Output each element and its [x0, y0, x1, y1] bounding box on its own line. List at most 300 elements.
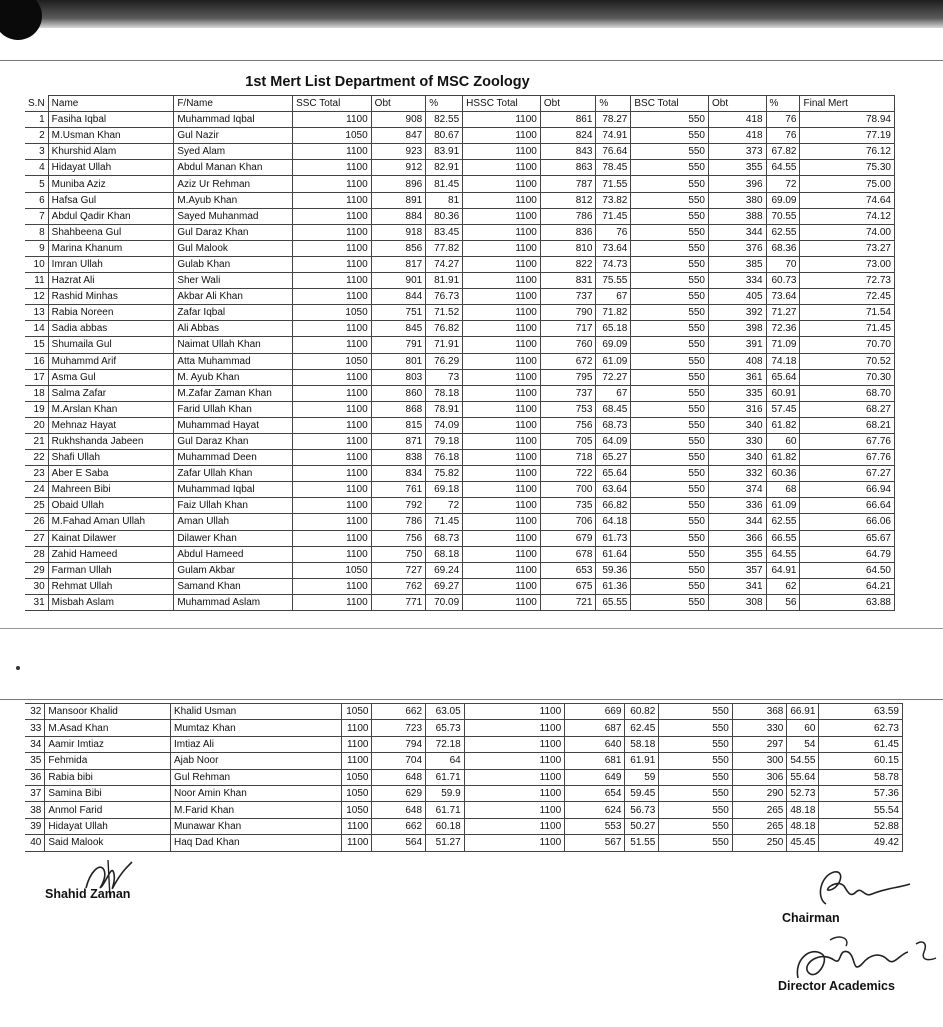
father-name-cell: Muhammad Hayat	[174, 417, 293, 433]
ssc-obt-cell: 751	[371, 305, 426, 321]
ssc-percent-cell: 60.18	[426, 818, 465, 834]
ssc-percent-cell: 75.82	[426, 466, 463, 482]
bsc-obt-cell: 368	[732, 704, 787, 720]
hssc-obt-cell: 812	[540, 192, 596, 208]
ssc-percent-cell: 77.82	[426, 240, 463, 256]
bsc-percent-cell: 73.64	[766, 289, 800, 305]
bsc-total-cell: 550	[631, 514, 709, 530]
bsc-total-cell: 550	[631, 546, 709, 562]
ssc-percent-cell: 61.71	[426, 769, 465, 785]
hssc-obt-cell: 721	[540, 594, 596, 610]
ssc-total-cell: 1100	[293, 450, 372, 466]
hssc-obt-cell: 861	[540, 112, 596, 128]
hssc-obt-cell: 735	[540, 498, 596, 514]
hssc-total-cell: 1100	[464, 720, 565, 736]
hssc-total-cell: 1100	[464, 835, 565, 851]
final-merit-cell: 72.45	[800, 289, 895, 305]
father-name-cell: Noor Amin Khan	[170, 785, 341, 801]
bsc-obt-cell: 357	[709, 562, 767, 578]
ssc-total-cell: 1100	[293, 578, 372, 594]
sn-cell: 24	[25, 482, 48, 498]
final-merit-cell: 77.19	[800, 128, 895, 144]
table-row	[25, 401, 895, 417]
bsc-total-cell: 550	[659, 753, 733, 769]
name-cell: Shahbeena Gul	[48, 224, 174, 240]
table-row	[25, 514, 895, 530]
final-merit-cell: 74.64	[800, 192, 895, 208]
ssc-total-cell: 1050	[341, 704, 372, 720]
ssc-total-cell: 1050	[341, 802, 372, 818]
bsc-percent-cell: 72.36	[766, 321, 800, 337]
header-cell: %	[766, 96, 800, 112]
table-row	[25, 369, 895, 385]
hssc-total-cell: 1100	[463, 192, 541, 208]
header-cell: Final Mert	[800, 96, 895, 112]
ssc-obt-cell: 847	[371, 128, 426, 144]
final-merit-cell: 75.30	[800, 160, 895, 176]
ssc-total-cell: 1100	[293, 514, 372, 530]
final-merit-cell: 78.94	[800, 112, 895, 128]
name-cell: Hidayat Ullah	[45, 818, 171, 834]
final-merit-cell: 66.06	[800, 514, 895, 530]
table-row	[25, 835, 903, 851]
hssc-obt-cell: 718	[540, 450, 596, 466]
final-merit-cell: 63.88	[800, 594, 895, 610]
sn-cell: 28	[25, 546, 48, 562]
name-cell: Fasiha Iqbal	[48, 112, 174, 128]
ssc-total-cell: 1100	[293, 240, 372, 256]
father-name-cell: Muhammad Aslam	[174, 594, 293, 610]
hssc-obt-cell: 786	[540, 208, 596, 224]
hssc-obt-cell: 640	[565, 736, 625, 752]
ssc-total-cell: 1100	[341, 720, 372, 736]
ssc-percent-cell: 83.45	[426, 224, 463, 240]
hssc-obt-cell: 705	[540, 433, 596, 449]
table-row	[25, 594, 895, 610]
father-name-cell: Abdul Manan Khan	[174, 160, 293, 176]
father-name-cell: Haq Dad Khan	[170, 835, 341, 851]
bsc-percent-cell: 64.55	[766, 160, 800, 176]
hssc-obt-cell: 672	[540, 353, 596, 369]
table-row	[25, 704, 903, 720]
father-name-cell: M.Zafar Zaman Khan	[174, 385, 293, 401]
bsc-obt-cell: 306	[732, 769, 787, 785]
sn-cell: 35	[25, 753, 45, 769]
sn-cell: 33	[25, 720, 45, 736]
father-name-cell: Aziz Ur Rehman	[174, 176, 293, 192]
final-merit-cell: 64.79	[800, 546, 895, 562]
name-cell: Rehmat Ullah	[48, 578, 174, 594]
ssc-percent-cell: 71.91	[426, 337, 463, 353]
hssc-percent-cell: 61.64	[596, 546, 631, 562]
bsc-obt-cell: 398	[709, 321, 767, 337]
ssc-obt-cell: 771	[371, 594, 426, 610]
ssc-obt-cell: 786	[371, 514, 426, 530]
ssc-total-cell: 1100	[293, 176, 372, 192]
father-name-cell: Muhammad Iqbal	[174, 112, 293, 128]
hssc-obt-cell: 717	[540, 321, 596, 337]
ssc-obt-cell: 662	[372, 818, 426, 834]
hssc-total-cell: 1100	[463, 240, 541, 256]
bsc-total-cell: 550	[659, 785, 733, 801]
father-name-cell: Gulam Akbar	[174, 562, 293, 578]
father-name-cell: Gul Rehman	[170, 769, 341, 785]
ssc-percent-cell: 74.27	[426, 256, 463, 272]
merit-table-continued	[25, 703, 903, 852]
hssc-obt-cell: 654	[565, 785, 625, 801]
bsc-percent-cell: 54.55	[787, 753, 819, 769]
father-name-cell: Abdul Hameed	[174, 546, 293, 562]
bsc-obt-cell: 361	[709, 369, 767, 385]
table-row	[25, 289, 895, 305]
name-cell: Kainat Dilawer	[48, 530, 174, 546]
ssc-total-cell: 1100	[293, 433, 372, 449]
sn-cell: 22	[25, 450, 48, 466]
hssc-percent-cell: 50.27	[625, 818, 659, 834]
bsc-percent-cell: 71.09	[766, 337, 800, 353]
name-cell: Mehnaz Hayat	[48, 417, 174, 433]
ssc-obt-cell: 834	[371, 466, 426, 482]
bsc-obt-cell: 300	[732, 753, 787, 769]
ssc-obt-cell: 704	[372, 753, 426, 769]
ssc-obt-cell: 815	[371, 417, 426, 433]
table-row	[25, 417, 895, 433]
bsc-obt-cell: 374	[709, 482, 767, 498]
ssc-percent-cell: 63.05	[426, 704, 465, 720]
bsc-percent-cell: 48.18	[787, 802, 819, 818]
sn-cell: 39	[25, 818, 45, 834]
ssc-total-cell: 1100	[341, 736, 372, 752]
ssc-total-cell: 1100	[293, 546, 372, 562]
hssc-percent-cell: 59	[625, 769, 659, 785]
ssc-obt-cell: 648	[372, 802, 426, 818]
hssc-total-cell: 1100	[463, 433, 541, 449]
ssc-total-cell: 1050	[293, 128, 372, 144]
final-merit-cell: 62.73	[819, 720, 903, 736]
ssc-percent-cell: 68.73	[426, 530, 463, 546]
bsc-percent-cell: 48.18	[787, 818, 819, 834]
bsc-total-cell: 550	[631, 128, 709, 144]
bsc-total-cell: 550	[631, 321, 709, 337]
ssc-percent-cell: 69.18	[426, 482, 463, 498]
hssc-total-cell: 1100	[463, 482, 541, 498]
ssc-obt-cell: 648	[372, 769, 426, 785]
ssc-obt-cell: 896	[371, 176, 426, 192]
bsc-obt-cell: 373	[709, 144, 767, 160]
ssc-obt-cell: 727	[371, 562, 426, 578]
hssc-percent-cell: 72.27	[596, 369, 631, 385]
sn-cell: 40	[25, 835, 45, 851]
hssc-total-cell: 1100	[463, 498, 541, 514]
father-name-cell: Gul Nazir	[174, 128, 293, 144]
final-merit-cell: 52.88	[819, 818, 903, 834]
sn-cell: 7	[25, 208, 48, 224]
name-cell: M.Asad Khan	[45, 720, 171, 736]
hssc-percent-cell: 73.82	[596, 192, 631, 208]
signatory-name: Shahid Zaman	[45, 887, 131, 901]
ssc-percent-cell: 71.52	[426, 305, 463, 321]
name-cell: Hidayat Ullah	[48, 160, 174, 176]
bsc-percent-cell: 54	[787, 736, 819, 752]
table-row	[25, 562, 895, 578]
bsc-total-cell: 550	[631, 256, 709, 272]
bsc-obt-cell: 391	[709, 337, 767, 353]
name-cell: Asma Gul	[48, 369, 174, 385]
ssc-obt-cell: 923	[371, 144, 426, 160]
ssc-obt-cell: 856	[371, 240, 426, 256]
ssc-obt-cell: 791	[371, 337, 426, 353]
hssc-obt-cell: 687	[565, 720, 625, 736]
sn-cell: 21	[25, 433, 48, 449]
ssc-percent-cell: 82.55	[426, 112, 463, 128]
name-cell: Zahid Hameed	[48, 546, 174, 562]
bsc-percent-cell: 57.45	[766, 401, 800, 417]
name-cell: Muniba Aziz	[48, 176, 174, 192]
bsc-obt-cell: 330	[709, 433, 767, 449]
hssc-percent-cell: 78.27	[596, 112, 631, 128]
bsc-percent-cell: 65.64	[766, 369, 800, 385]
hssc-percent-cell: 61.36	[596, 578, 631, 594]
photo-top-shadow	[0, 0, 943, 28]
name-cell: Misbah Aslam	[48, 594, 174, 610]
bsc-percent-cell: 52.73	[787, 785, 819, 801]
hssc-obt-cell: 863	[540, 160, 596, 176]
ssc-total-cell: 1100	[293, 321, 372, 337]
hssc-obt-cell: 681	[565, 753, 625, 769]
name-cell: Rashid Minhas	[48, 289, 174, 305]
name-cell: Rabia bibi	[45, 769, 171, 785]
hssc-obt-cell: 822	[540, 256, 596, 272]
hssc-percent-cell: 61.73	[596, 530, 631, 546]
ssc-total-cell: 1100	[293, 401, 372, 417]
name-cell: M.Fahad Aman Ullah	[48, 514, 174, 530]
ssc-total-cell: 1100	[293, 208, 372, 224]
ssc-obt-cell: 884	[371, 208, 426, 224]
sn-cell: 17	[25, 369, 48, 385]
final-merit-cell: 67.27	[800, 466, 895, 482]
father-name-cell: Gul Daraz Khan	[174, 224, 293, 240]
ssc-total-cell: 1050	[341, 785, 372, 801]
bsc-obt-cell: 418	[709, 128, 767, 144]
final-merit-cell: 66.94	[800, 482, 895, 498]
bsc-obt-cell: 340	[709, 417, 767, 433]
bsc-total-cell: 550	[631, 289, 709, 305]
ssc-obt-cell: 871	[371, 433, 426, 449]
bsc-obt-cell: 330	[732, 720, 787, 736]
hssc-percent-cell: 63.64	[596, 482, 631, 498]
ssc-obt-cell: 792	[371, 498, 426, 514]
father-name-cell: Muhammad Iqbal	[174, 482, 293, 498]
hssc-percent-cell: 59.45	[625, 785, 659, 801]
bsc-percent-cell: 62.55	[766, 514, 800, 530]
table-row	[25, 466, 895, 482]
bsc-percent-cell: 71.27	[766, 305, 800, 321]
bsc-total-cell: 550	[631, 240, 709, 256]
bsc-percent-cell: 60.36	[766, 466, 800, 482]
ssc-total-cell: 1100	[341, 818, 372, 834]
sn-cell: 13	[25, 305, 48, 321]
bsc-total-cell: 550	[631, 192, 709, 208]
bsc-total-cell: 550	[631, 401, 709, 417]
hssc-total-cell: 1100	[463, 256, 541, 272]
hssc-percent-cell: 71.55	[596, 176, 631, 192]
final-merit-cell: 66.64	[800, 498, 895, 514]
hssc-total-cell: 1100	[463, 594, 541, 610]
hssc-percent-cell: 56.73	[625, 802, 659, 818]
bsc-obt-cell: 380	[709, 192, 767, 208]
bsc-obt-cell: 297	[732, 736, 787, 752]
final-merit-cell: 74.12	[800, 208, 895, 224]
sn-cell: 12	[25, 289, 48, 305]
hssc-percent-cell: 69.09	[596, 337, 631, 353]
father-name-cell: Atta Muhammad	[174, 353, 293, 369]
hssc-obt-cell: 836	[540, 224, 596, 240]
ssc-percent-cell: 82.91	[426, 160, 463, 176]
sn-cell: 11	[25, 273, 48, 289]
hssc-obt-cell: 553	[565, 818, 625, 834]
hssc-percent-cell: 65.18	[596, 321, 631, 337]
hssc-total-cell: 1100	[463, 176, 541, 192]
bsc-total-cell: 550	[631, 417, 709, 433]
ssc-percent-cell: 76.18	[426, 450, 463, 466]
hssc-percent-cell: 67	[596, 289, 631, 305]
bsc-obt-cell: 341	[709, 578, 767, 594]
header-cell: F/Name	[174, 96, 293, 112]
bsc-total-cell: 550	[631, 160, 709, 176]
hssc-total-cell: 1100	[463, 273, 541, 289]
hssc-total-cell: 1100	[463, 450, 541, 466]
table-row	[25, 256, 895, 272]
bsc-total-cell: 550	[631, 562, 709, 578]
sn-cell: 25	[25, 498, 48, 514]
final-merit-cell: 55.54	[819, 802, 903, 818]
table-row	[25, 530, 895, 546]
ssc-total-cell: 1100	[293, 498, 372, 514]
hssc-percent-cell: 65.55	[596, 594, 631, 610]
ssc-obt-cell: 918	[371, 224, 426, 240]
ssc-total-cell: 1100	[293, 466, 372, 482]
hssc-obt-cell: 679	[540, 530, 596, 546]
ssc-total-cell: 1100	[293, 385, 372, 401]
sn-cell: 8	[25, 224, 48, 240]
bsc-percent-cell: 76	[766, 128, 800, 144]
sn-cell: 14	[25, 321, 48, 337]
name-cell: Said Malook	[45, 835, 171, 851]
sn-cell: 9	[25, 240, 48, 256]
hssc-percent-cell: 62.45	[625, 720, 659, 736]
sn-cell: 30	[25, 578, 48, 594]
bsc-total-cell: 550	[631, 450, 709, 466]
hssc-obt-cell: 567	[565, 835, 625, 851]
ssc-total-cell: 1100	[293, 289, 372, 305]
bsc-total-cell: 550	[659, 720, 733, 736]
table-header-row	[25, 96, 895, 112]
ssc-total-cell: 1100	[293, 369, 372, 385]
father-name-cell: Sayed Muhanmad	[174, 208, 293, 224]
name-cell: Aamir Imtiaz	[45, 736, 171, 752]
ssc-total-cell: 1100	[341, 835, 372, 851]
table-row	[25, 305, 895, 321]
header-cell: %	[426, 96, 463, 112]
bsc-total-cell: 550	[631, 385, 709, 401]
sn-cell: 15	[25, 337, 48, 353]
bsc-obt-cell: 308	[709, 594, 767, 610]
ssc-total-cell: 1100	[293, 530, 372, 546]
header-cell: %	[596, 96, 631, 112]
final-merit-cell: 74.00	[800, 224, 895, 240]
hssc-total-cell: 1100	[463, 353, 541, 369]
father-name-cell: Farid Ullah Khan	[174, 401, 293, 417]
hssc-obt-cell: 669	[565, 704, 625, 720]
ssc-total-cell: 1050	[293, 305, 372, 321]
bsc-total-cell: 550	[631, 530, 709, 546]
hssc-obt-cell: 624	[565, 802, 625, 818]
ssc-percent-cell: 78.91	[426, 401, 463, 417]
father-name-cell: Sher Wali	[174, 273, 293, 289]
ssc-total-cell: 1050	[293, 353, 372, 369]
father-name-cell: Aman Ullah	[174, 514, 293, 530]
sn-cell: 16	[25, 353, 48, 369]
bsc-obt-cell: 405	[709, 289, 767, 305]
sn-cell: 32	[25, 704, 45, 720]
hssc-percent-cell: 58.18	[625, 736, 659, 752]
bsc-percent-cell: 76	[766, 112, 800, 128]
name-cell: Khurshid Alam	[48, 144, 174, 160]
merit-table	[25, 95, 895, 611]
final-merit-cell: 73.00	[800, 256, 895, 272]
bsc-percent-cell: 60	[766, 433, 800, 449]
bsc-total-cell: 550	[659, 704, 733, 720]
hssc-total-cell: 1100	[463, 417, 541, 433]
table-row	[25, 720, 903, 736]
table-row	[25, 769, 903, 785]
ssc-percent-cell: 78.18	[426, 385, 463, 401]
sn-cell: 27	[25, 530, 48, 546]
hssc-total-cell: 1100	[464, 769, 565, 785]
father-name-cell: Gul Malook	[174, 240, 293, 256]
bsc-obt-cell: 265	[732, 818, 787, 834]
bsc-obt-cell: 335	[709, 385, 767, 401]
father-name-cell: Syed Alam	[174, 144, 293, 160]
hssc-percent-cell: 61.91	[625, 753, 659, 769]
hssc-total-cell: 1100	[463, 578, 541, 594]
ssc-percent-cell: 65.73	[426, 720, 465, 736]
hssc-percent-cell: 76	[596, 224, 631, 240]
header-cell: Obt	[371, 96, 426, 112]
table-row	[25, 578, 895, 594]
bsc-total-cell: 550	[631, 466, 709, 482]
hssc-total-cell: 1100	[463, 112, 541, 128]
table-row	[25, 450, 895, 466]
hssc-percent-cell: 66.82	[596, 498, 631, 514]
father-name-cell: Gul Daraz Khan	[174, 433, 293, 449]
table-row	[25, 208, 895, 224]
ssc-percent-cell: 68.18	[426, 546, 463, 562]
bsc-obt-cell: 408	[709, 353, 767, 369]
sn-cell: 2	[25, 128, 48, 144]
father-name-cell: Samand Khan	[174, 578, 293, 594]
hssc-obt-cell: 824	[540, 128, 596, 144]
ssc-percent-cell: 61.71	[426, 802, 465, 818]
name-cell: M.Usman Khan	[48, 128, 174, 144]
bsc-percent-cell: 70	[766, 256, 800, 272]
table-row	[25, 546, 895, 562]
bsc-percent-cell: 66.91	[787, 704, 819, 720]
table-row	[25, 802, 903, 818]
final-merit-cell: 67.76	[800, 433, 895, 449]
final-merit-cell: 68.27	[800, 401, 895, 417]
sn-cell: 1	[25, 112, 48, 128]
